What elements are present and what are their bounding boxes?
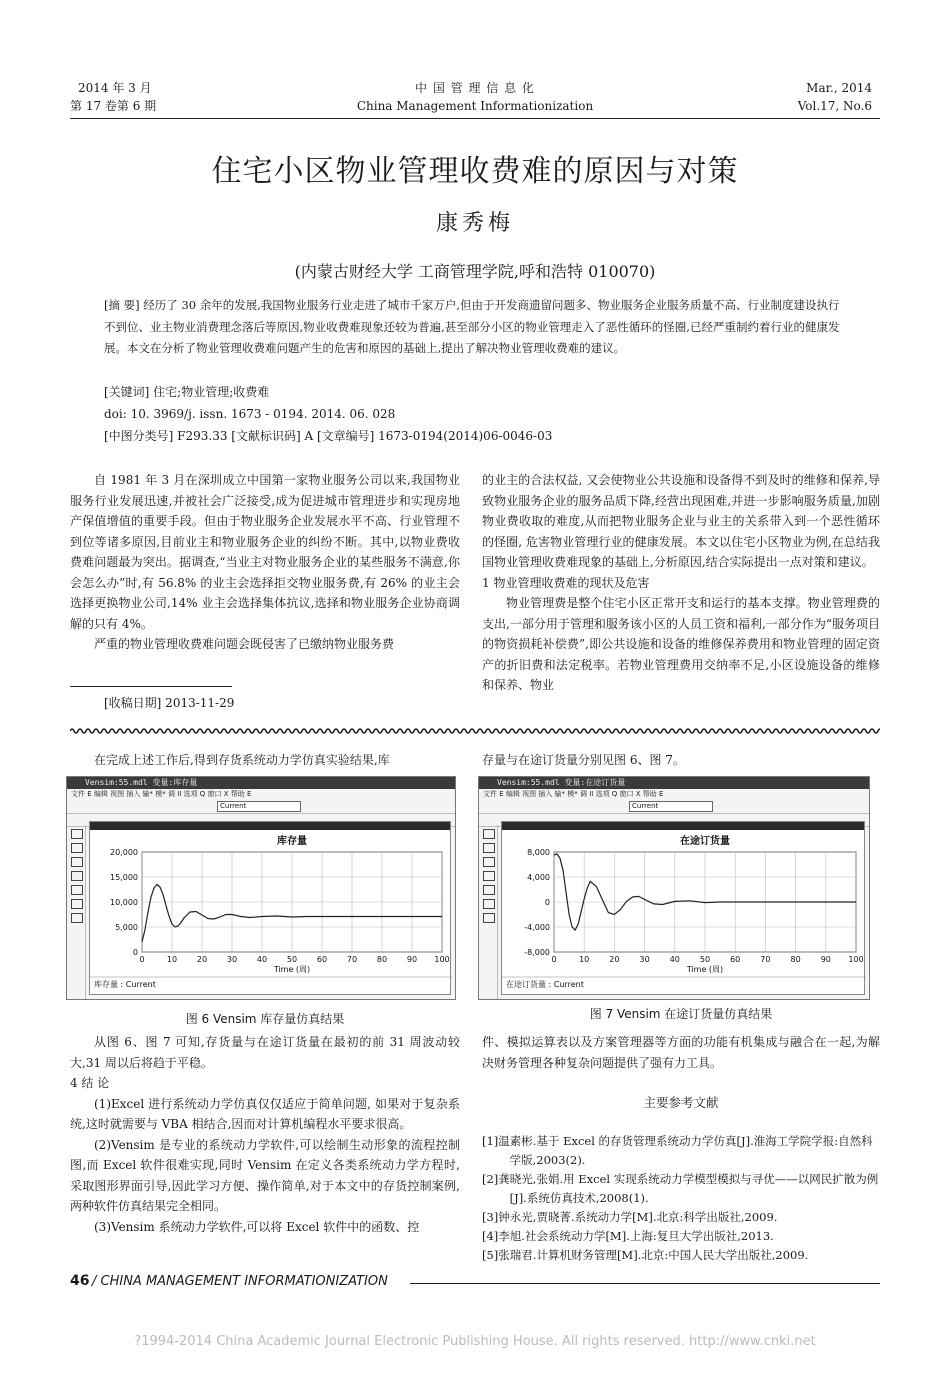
- graph-window-bar: [502, 822, 864, 830]
- conclusion-left-column: [70, 1032, 460, 1237]
- header-volume-cn: 第 17 卷第 6 期: [70, 99, 157, 113]
- y-tick-label: -8,000: [524, 948, 550, 957]
- graph-window: [501, 821, 865, 995]
- menu-bar: 文件 E 编辑 视图 插入 输* 模* 调 II 选项 Q 窗口 X 帮助 E: [483, 790, 664, 798]
- article-title: 住宅小区物业管理收费难的原因与对策: [211, 154, 739, 189]
- classification: [中图分类号] F293.33 [文献标识码] A [文章编号] 1673-0194(2014)06-0046-03: [104, 429, 553, 443]
- intro-left-p1: 自 1981 年 3 月在深圳成立中国第一家物业服务公司以来,我国物业服务行业发展迅速,并被社会广泛接受,成为促进城市管理进步和实现房地产保值增值的重要手段。但由于物业服务企业发展水平不高、行业管理不到位等诸多原因,目前业主和物业服务企业的纠纷不断。其中,以物业费收费难问题最为突出。据调查,“当业主对物业服务企业的某些服务不满意,你会怎么办”时,有 56.8% 的业主会选择拒交物业服务费,有 26% 的业主会选择更换物业公司,14% 业主会选择集体抗议,选择和物业服务企业协商调解的只有 4%。: [70, 473, 460, 631]
- x-tick-label: 20: [609, 955, 620, 964]
- x-tick-label: 0: [551, 955, 557, 964]
- y-tick-label: 4,000: [527, 873, 550, 882]
- x-axis-label: Time (周): [273, 965, 311, 974]
- x-tick-label: 50: [286, 955, 298, 964]
- chart-title: 库存量: [277, 836, 307, 847]
- x-tick-label: 30: [226, 955, 238, 964]
- conclusion-point-3-cont: 件、模拟运算表以及方案管理器等方面的功能有机集成与融合在一起,为解决财务管理各种复杂问题提供了强有力工具。: [482, 1035, 880, 1070]
- y-tick-label: 5,000: [115, 923, 138, 932]
- window-title-bar: Vensim:55.mdl 变量:库存量: [67, 777, 455, 789]
- x-tick-label: 0: [139, 955, 145, 964]
- conclusion-right-column: [482, 1032, 880, 1073]
- header-journal-en: China Management Informationization: [356, 99, 594, 113]
- y-tick-label: 0: [132, 948, 138, 957]
- x-tick-label: 60: [316, 955, 328, 964]
- reference-item: [2]龚晓光,张娟.用 Excel 实现系统动力学模型模拟与寻优——以网民扩散为例[J].系统仿真技术,2008(1).: [482, 1172, 879, 1205]
- header-rule: [70, 118, 880, 119]
- run-name-input: Current: [217, 801, 301, 812]
- header-date-en: Mar., 2014: [806, 81, 872, 95]
- tool-sidebar: [479, 825, 498, 999]
- references-title: 主要参考文献: [643, 1095, 719, 1110]
- section-heading-4: 4 结 论: [70, 1076, 110, 1090]
- abstract: [摘 要] 经历了 30 余年的发展,我国物业服务行业走进了城市千家万户,但由于开发商遗留问题多、物业服务企业服务质量不高、行业制度建设执行不到位、业主物业消费理念落后等原因,物业收费难现象还较为普遍,甚至部分小区的物业管理走入了恶性循环的怪圈,已经严重制约着行业的健康发展。本文在分析了物业管理收费难问题产生的危害和原因的基础上,提出了解决物业管理收费难的建议。: [104, 298, 840, 355]
- x-tick-label: 80: [376, 955, 388, 964]
- x-tick-label: 10: [166, 955, 178, 964]
- section2-top-left: 在完成上述工作后,得到存货系统动力学仿真实验结果,库: [94, 753, 390, 767]
- conclusion-intro: 从图 6、图 7 可知,存货量与在途订货量在最初的前 31 周波动较大,31 周以后将趋于平稳。: [70, 1035, 460, 1070]
- graph-window-bar: [90, 822, 450, 830]
- y-tick-label: 8,000: [527, 848, 550, 857]
- legend-label: 在途订货量 : Current: [506, 980, 584, 989]
- x-tick-label: 40: [256, 955, 268, 964]
- y-tick-label: -4,000: [524, 923, 550, 932]
- y-tick-label: 15,000: [110, 873, 138, 882]
- menu-bar: 文件 E 编辑 视图 插入 输* 模* 调 II 选项 Q 窗口 X 帮助 E: [71, 790, 252, 798]
- x-axis-label: Time (周): [686, 965, 724, 974]
- toolbar: [67, 799, 455, 814]
- x-tick-label: 40: [669, 955, 680, 964]
- received-date: [收稿日期] 2013-11-29: [104, 696, 235, 710]
- graph-window: [89, 821, 451, 995]
- figure-7-screenshot: [478, 776, 870, 1000]
- section-heading-1: 1 物业管理收费难的现状及危害: [482, 575, 650, 590]
- tool-sidebar: [67, 825, 86, 999]
- header-volume-en: Vol.17, No.6: [797, 99, 872, 113]
- x-tick-label: 90: [406, 955, 418, 964]
- reference-item: [5]张瑞君.计算机财务管理[M].北京:中国人民大学出版社,2009.: [482, 1248, 809, 1262]
- toolbar: [479, 799, 869, 814]
- legend-label: 库存量 : Current: [94, 980, 156, 989]
- article-separator: [70, 727, 880, 735]
- reference-item: [1]温素彬.基于 Excel 的存货管理系统动力学仿真[J].淮海工学院学报:自然科学版,2003(2).: [482, 1134, 873, 1167]
- intro-right-column: [482, 470, 880, 696]
- x-tick-label: 30: [639, 955, 650, 964]
- on-order-chart: [502, 830, 866, 990]
- y-tick-label: 0: [544, 898, 550, 907]
- footer-rule: [410, 1283, 880, 1284]
- footer-journal: / CHINA MANAGEMENT INFORMATIONIZATION: [92, 1274, 388, 1289]
- x-tick-label: 70: [346, 955, 358, 964]
- y-tick-label: 10,000: [110, 898, 138, 907]
- intro-left-p2: 严重的物业管理收费难问题会既侵害了已缴纳物业服务费: [94, 637, 395, 651]
- section2-top-right: 存量与在途订货量分别见图 6、图 7。: [482, 753, 685, 767]
- inventory-chart: [90, 830, 452, 990]
- figure-6-caption: 图 6 Vensim 库存量仿真结果: [185, 1012, 345, 1026]
- x-tick-label: 60: [730, 955, 741, 964]
- intro-left-column: [70, 470, 460, 655]
- keywords: [关键词] 住宅;物业管理;收费难: [104, 385, 270, 399]
- intro-right-p1: 的业主的合法权益, 又会使物业公共设施和设备得不到及时的维修和保养,导致物业服务企业的服务品质下降,经营出现困难,并进一步影响服务质量,加剧物业费收取的难度,从而把物业服务企业与业主的关系带入到一个恶性循环的怪圈, 危害物业管理行业的健康发展。本文以住宅小区物业为例,在总结我国物业管理收费难现象的基础上,分析原因,结合实际提出一点对策和建议。: [482, 473, 880, 569]
- copyright-notice: ?1994-2014 China Academic Journal Electronic Publishing House. All rights reserved. http://www.cnki.net: [134, 1334, 816, 1349]
- doi: doi: 10. 3969/j. issn. 1673 - 0194. 2014. 06. 028: [104, 407, 396, 421]
- x-tick-label: 70: [760, 955, 771, 964]
- figure-6-screenshot: [66, 776, 456, 1000]
- header-journal-cn: 中 国 管 理 信 息 化: [415, 81, 535, 95]
- intro-right-p2: 物业管理费是整个住宅小区正常开支和运行的基本支撑。物业管理费的支出,一部分用于管理和服务该小区的人员工资和福利,一部分作为“服务项目的物资损耗补偿费”,即公共设施和设备的维修保养费用和物业管理的固定资产的折旧费和法定税率。若物业管理费用交纳率不足,小区设施设备的维修和保养、物业: [482, 596, 880, 692]
- article-author: 康秀梅: [435, 211, 514, 236]
- conclusion-point-3: (3)Vensim 系统动力学软件,可以将 Excel 软件中的函数、控: [94, 1219, 420, 1234]
- conclusion-point-2: (2)Vensim 是专业的系统动力学软件,可以绘制生动形象的流程控制图,而 Excel 软件很难实现,同时 Vensim 在定义各类系统动力学方程时,采取图形界面引导,因此学习方便、操作简单,对于本文中的存货控制案例,两种软件仿真结果完全相同。: [70, 1137, 460, 1213]
- article-affiliation: (内蒙古财经大学 工商管理学院,呼和浩特 010070): [294, 262, 656, 281]
- footnote-rule: [70, 686, 232, 687]
- x-tick-label: 90: [820, 955, 831, 964]
- reference-item: [3]钟永光,贾晓菁.系统动力学[M].北京:科学出版社,2009.: [482, 1210, 778, 1224]
- reference-item: [4]李旭.社会系统动力学[M].上海:复旦大学出版社,2013.: [482, 1229, 774, 1243]
- x-tick-label: 50: [699, 955, 711, 964]
- y-tick-label: 20,000: [110, 848, 138, 857]
- x-tick-label: 10: [579, 955, 590, 964]
- header-date-cn: 2014 年 3 月: [78, 81, 152, 95]
- x-tick-label: 100: [848, 955, 864, 964]
- x-tick-label: 80: [790, 955, 801, 964]
- x-tick-label: 100: [434, 955, 450, 964]
- chart-title: 在途订货量: [680, 836, 730, 847]
- run-name-input: Current: [629, 801, 713, 812]
- conclusion-point-1: (1)Excel 进行系统动力学仿真仅仅适应于简单问题, 如果对于复杂系统,这时就需要与 VBA 相结合,因而对计算机编程水平要求很高。: [70, 1096, 460, 1131]
- page-number: 46: [70, 1273, 90, 1289]
- references-list: [482, 1132, 880, 1265]
- window-title-bar: Vensim:55.mdl 变量:在途订货量: [479, 777, 869, 789]
- x-tick-label: 20: [196, 955, 208, 964]
- figure-7-caption: 图 7 Vensim 在途订货量仿真结果: [589, 1007, 773, 1021]
